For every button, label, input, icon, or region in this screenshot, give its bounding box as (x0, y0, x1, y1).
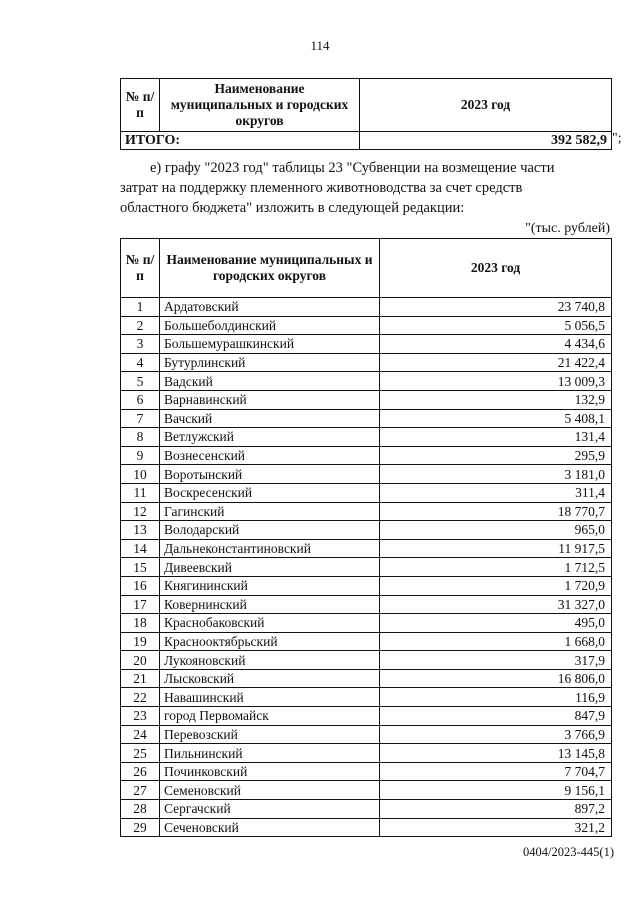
table-row (121, 465, 612, 484)
table-row (121, 316, 612, 335)
row-value: 4 434,6 (380, 335, 612, 354)
row-municipality: Лысковский (160, 669, 380, 688)
table-row (121, 669, 612, 688)
row-number: 14 (121, 539, 160, 558)
row-number: 19 (121, 632, 160, 651)
row-number: 28 (121, 800, 160, 819)
row-municipality: Лукояновский (160, 651, 380, 670)
row-number: 12 (121, 502, 160, 521)
row-number: 6 (121, 390, 160, 409)
row-number: 24 (121, 725, 160, 744)
table-row (121, 409, 612, 428)
row-number: 22 (121, 688, 160, 707)
table-row (121, 335, 612, 354)
row-value: 7 704,7 (380, 762, 612, 781)
table-row (121, 353, 612, 372)
row-municipality: Краснобаковский (160, 614, 380, 633)
row-municipality: Семеновский (160, 781, 380, 800)
row-municipality: Ветлужский (160, 428, 380, 447)
row-number: 7 (121, 409, 160, 428)
subsidy-table-header-row (121, 239, 612, 298)
table-row (121, 576, 612, 595)
table-row (121, 298, 612, 317)
table-row (121, 614, 612, 633)
subsidy-table (120, 238, 612, 837)
row-value: 3 181,0 (380, 465, 612, 484)
row-value: 132,9 (380, 390, 612, 409)
row-value: 116,9 (380, 688, 612, 707)
header-year: 2023 год (360, 79, 612, 132)
row-number: 26 (121, 762, 160, 781)
row-value: 897,2 (380, 800, 612, 819)
row-municipality: Починковский (160, 762, 380, 781)
table-row (121, 502, 612, 521)
row-number: 13 (121, 521, 160, 540)
table-row (121, 595, 612, 614)
row-number: 17 (121, 595, 160, 614)
row-municipality: Вознесенский (160, 446, 380, 465)
row-value: 1 720,9 (380, 576, 612, 595)
table-row (121, 539, 612, 558)
itogo-label: ИТОГО: (121, 132, 360, 150)
table-row (121, 725, 612, 744)
row-value: 847,9 (380, 707, 612, 726)
header-num: № п/п (121, 239, 160, 298)
header-name: Наименование муниципальных и городских округов (160, 79, 360, 132)
itogo-row (121, 132, 612, 150)
row-number: 25 (121, 744, 160, 763)
row-municipality: Варнавинский (160, 390, 380, 409)
row-value: 5 408,1 (380, 409, 612, 428)
row-number: 29 (121, 818, 160, 837)
row-value: 13 009,3 (380, 372, 612, 391)
row-value: 495,0 (380, 614, 612, 633)
header-num: № п/п (121, 79, 160, 132)
row-municipality: Княгининский (160, 576, 380, 595)
table-row (121, 632, 612, 651)
row-municipality: Гагинский (160, 502, 380, 521)
table-row (121, 744, 612, 763)
row-number: 11 (121, 483, 160, 502)
row-municipality: город Первомайск (160, 707, 380, 726)
row-value: 1 668,0 (380, 632, 612, 651)
row-value: 13 145,8 (380, 744, 612, 763)
row-value: 295,9 (380, 446, 612, 465)
row-municipality: Большеболдинский (160, 316, 380, 335)
row-number: 16 (121, 576, 160, 595)
table-row (121, 762, 612, 781)
paragraph-line-1: е) графу "2023 год" таблицы 23 "Субвенции на возмещение части (150, 160, 555, 176)
row-number: 4 (121, 353, 160, 372)
row-municipality: Навашинский (160, 688, 380, 707)
table-row (121, 651, 612, 670)
row-number: 9 (121, 446, 160, 465)
table-row (121, 483, 612, 502)
row-number: 21 (121, 669, 160, 688)
paragraph-line-2: затрат на поддержку племенного животноводства за счет средств (120, 180, 523, 196)
row-number: 5 (121, 372, 160, 391)
row-municipality: Бутурлинский (160, 353, 380, 372)
table-row (121, 781, 612, 800)
table-row (121, 521, 612, 540)
row-value: 31 327,0 (380, 595, 612, 614)
table-row (121, 446, 612, 465)
row-value: 23 740,8 (380, 298, 612, 317)
row-value: 21 422,4 (380, 353, 612, 372)
table-row (121, 707, 612, 726)
row-value: 311,4 (380, 483, 612, 502)
header-year: 2023 год (380, 239, 612, 298)
table-row (121, 390, 612, 409)
row-number: 27 (121, 781, 160, 800)
row-municipality: Воротынский (160, 465, 380, 484)
row-value: 317,9 (380, 651, 612, 670)
row-municipality: Вачский (160, 409, 380, 428)
row-municipality: Дивеевский (160, 558, 380, 577)
row-value: 965,0 (380, 521, 612, 540)
row-value: 11 917,5 (380, 539, 612, 558)
row-municipality: Краснооктябрьский (160, 632, 380, 651)
row-municipality: Перевозский (160, 725, 380, 744)
unit-note: "(тыс. рублей) (525, 221, 610, 236)
itogo-table (120, 78, 612, 150)
row-number: 8 (121, 428, 160, 447)
row-value: 3 766,9 (380, 725, 612, 744)
itogo-table-header-row (121, 79, 612, 132)
paragraph-line-3: областного бюджета" изложить в следующей редакции: (120, 200, 465, 216)
row-number: 3 (121, 335, 160, 354)
row-value: 5 056,5 (380, 316, 612, 335)
itogo-value: 392 582,9 (360, 132, 612, 150)
row-number: 18 (121, 614, 160, 633)
table-row (121, 428, 612, 447)
page-number: 114 (310, 38, 330, 53)
row-municipality: Ковернинский (160, 595, 380, 614)
row-number: 20 (121, 651, 160, 670)
row-value: 1 712,5 (380, 558, 612, 577)
table-row (121, 558, 612, 577)
row-number: 10 (121, 465, 160, 484)
row-municipality: Воскресенский (160, 483, 380, 502)
document-code: 0404/2023-445(1) (523, 845, 614, 859)
itogo-suffix: "; (612, 131, 622, 146)
row-number: 1 (121, 298, 160, 317)
row-municipality: Большемурашкинский (160, 335, 380, 354)
table-row (121, 372, 612, 391)
row-municipality: Вадский (160, 372, 380, 391)
row-number: 15 (121, 558, 160, 577)
table-row (121, 800, 612, 819)
table-row (121, 688, 612, 707)
table-row (121, 818, 612, 837)
row-value: 321,2 (380, 818, 612, 837)
row-municipality: Сеченовский (160, 818, 380, 837)
row-municipality: Дальнеконстантиновский (160, 539, 380, 558)
row-number: 2 (121, 316, 160, 335)
row-municipality: Сергачский (160, 800, 380, 819)
row-value: 18 770,7 (380, 502, 612, 521)
header-name: Наименование муниципальных и городских округов (160, 239, 380, 298)
row-municipality: Пильнинский (160, 744, 380, 763)
row-municipality: Ардатовский (160, 298, 380, 317)
row-municipality: Володарский (160, 521, 380, 540)
row-value: 9 156,1 (380, 781, 612, 800)
row-value: 16 806,0 (380, 669, 612, 688)
row-number: 23 (121, 707, 160, 726)
row-value: 131,4 (380, 428, 612, 447)
amendment-paragraph (120, 158, 612, 218)
